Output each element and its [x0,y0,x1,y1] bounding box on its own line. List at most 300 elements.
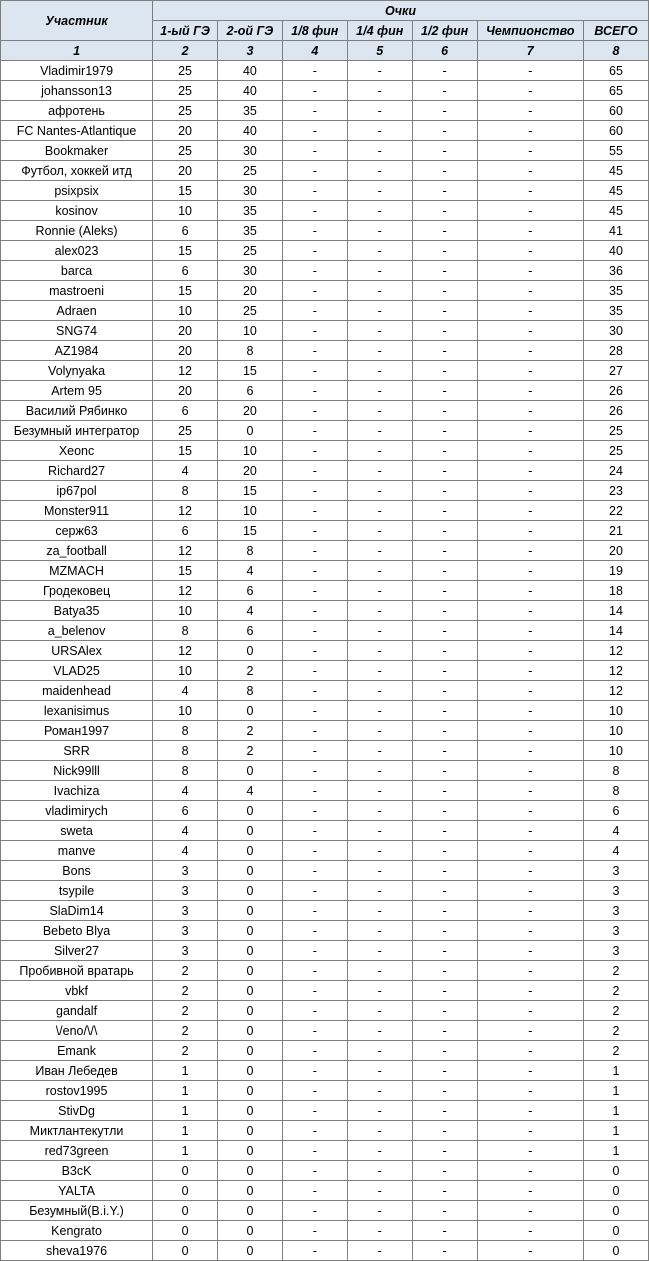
champion-points: - [477,581,583,601]
points-header: Очки [153,1,649,21]
stage2-points: 0 [217,761,282,781]
round16-points: - [282,261,347,281]
quarter-points: - [347,361,412,381]
champion-points: - [477,861,583,881]
quarter-points: - [347,901,412,921]
champion-points: - [477,441,583,461]
champion-points: - [477,681,583,701]
semi-points: - [412,1121,477,1141]
round16-points: - [282,401,347,421]
stage1-points: 15 [153,441,218,461]
champion-points: - [477,641,583,661]
semi-points: - [412,1001,477,1021]
champion-points: - [477,941,583,961]
table-row [1,861,649,881]
round16-points: - [282,1141,347,1161]
total-points: 2 [584,981,649,1001]
round16-points: - [282,1121,347,1141]
champion-points: - [477,1181,583,1201]
participant-name: Гродековец [1,581,153,601]
semi-points: - [412,761,477,781]
semi-points: - [412,201,477,221]
semi-points: - [412,1101,477,1121]
stage1-points: 4 [153,681,218,701]
table-row [1,1181,649,1201]
round16-points: - [282,381,347,401]
champion-points: - [477,1001,583,1021]
quarter-points: - [347,661,412,681]
semi-points: - [412,101,477,121]
quarter-points: - [347,261,412,281]
semi-points: - [412,541,477,561]
participant-name: mastroeni [1,281,153,301]
quarter-points: - [347,741,412,761]
participant-name: lexanisimus [1,701,153,721]
quarter-points: - [347,1021,412,1041]
quarter-points: - [347,981,412,1001]
stage2-points: 0 [217,1141,282,1161]
round16-points: - [282,1001,347,1021]
stage1-points: 0 [153,1221,218,1241]
table-row [1,1221,649,1241]
stage1-points: 6 [153,401,218,421]
stage1-points: 8 [153,741,218,761]
stage2-points: 0 [217,1041,282,1061]
stage2-points: 0 [217,1061,282,1081]
stage1-points: 3 [153,901,218,921]
participant-name: Adraen [1,301,153,321]
stage1-points: 1 [153,1141,218,1161]
stage1-points: 0 [153,1161,218,1181]
table-row [1,681,649,701]
table-row [1,561,649,581]
champion-points: - [477,501,583,521]
stage1-points: 3 [153,921,218,941]
total-points: 1 [584,1141,649,1161]
participant-name: Richard27 [1,461,153,481]
round16-points: - [282,681,347,701]
semi-points: - [412,121,477,141]
stage2-points: 0 [217,1081,282,1101]
stage2-points: 0 [217,861,282,881]
round16-points: - [282,821,347,841]
participant-name: Bebeto Blya [1,921,153,941]
round16-points: - [282,341,347,361]
participant-name: Футбол, хоккей итд [1,161,153,181]
stage1-points: 1 [153,1121,218,1141]
total-points: 6 [584,801,649,821]
stage1-points: 6 [153,521,218,541]
quarter-points: - [347,141,412,161]
champion-points: - [477,161,583,181]
total-points: 40 [584,241,649,261]
semi-points: - [412,281,477,301]
participant-name: sweta [1,821,153,841]
round16-points: - [282,521,347,541]
stage1-points: 10 [153,301,218,321]
champion-points: - [477,841,583,861]
participant-name: Безумный(B.i.Y.) [1,1201,153,1221]
col-number: 3 [217,41,282,61]
champion-points: - [477,801,583,821]
total-points: 1 [584,1081,649,1101]
stage2-points: 0 [217,1181,282,1201]
col-header-semi: 1/2 фин [412,21,477,41]
table-row [1,1001,649,1021]
participant-name: Миктлантекутли [1,1121,153,1141]
table-row [1,141,649,161]
quarter-points: - [347,461,412,481]
semi-points: - [412,1201,477,1221]
total-points: 10 [584,701,649,721]
champion-points: - [477,921,583,941]
table-row [1,81,649,101]
quarter-points: - [347,341,412,361]
total-points: 65 [584,81,649,101]
champion-points: - [477,1041,583,1061]
stage2-points: 0 [217,1241,282,1261]
table-row [1,521,649,541]
round16-points: - [282,361,347,381]
quarter-points: - [347,941,412,961]
semi-points: - [412,801,477,821]
participant-name: ip67pol [1,481,153,501]
participant-name: vbkf [1,981,153,1001]
stage1-points: 20 [153,321,218,341]
quarter-points: - [347,281,412,301]
stage2-points: 40 [217,61,282,81]
participant-name: Monster911 [1,501,153,521]
quarter-points: - [347,161,412,181]
participant-header: Участник [1,1,153,41]
total-points: 28 [584,341,649,361]
quarter-points: - [347,1181,412,1201]
stage2-points: 30 [217,141,282,161]
stage2-points: 0 [217,1021,282,1041]
round16-points: - [282,1181,347,1201]
total-points: 3 [584,881,649,901]
semi-points: - [412,321,477,341]
stage1-points: 3 [153,941,218,961]
semi-points: - [412,381,477,401]
quarter-points: - [347,521,412,541]
stage1-points: 10 [153,201,218,221]
stage2-points: 6 [217,621,282,641]
table-row [1,661,649,681]
stage1-points: 20 [153,161,218,181]
stage1-points: 25 [153,421,218,441]
round16-points: - [282,1241,347,1261]
stage1-points: 25 [153,141,218,161]
stage2-points: 6 [217,381,282,401]
total-points: 3 [584,921,649,941]
champion-points: - [477,741,583,761]
participant-name: SNG74 [1,321,153,341]
table-row [1,401,649,421]
col-number: 1 [1,41,153,61]
stage2-points: 30 [217,181,282,201]
stage1-points: 1 [153,1101,218,1121]
participant-name: johansson13 [1,81,153,101]
stage1-points: 1 [153,1061,218,1081]
stage2-points: 0 [217,841,282,861]
table-row [1,201,649,221]
round16-points: - [282,701,347,721]
champion-points: - [477,361,583,381]
total-points: 1 [584,1121,649,1141]
stage2-points: 0 [217,641,282,661]
semi-points: - [412,521,477,541]
stage2-points: 35 [217,101,282,121]
stage1-points: 15 [153,241,218,261]
participant-name: barca [1,261,153,281]
total-points: 19 [584,561,649,581]
col-number: 5 [347,41,412,61]
stage2-points: 10 [217,441,282,461]
stage2-points: 10 [217,321,282,341]
total-points: 12 [584,641,649,661]
semi-points: - [412,301,477,321]
semi-points: - [412,1161,477,1181]
table-row [1,121,649,141]
table-row [1,1101,649,1121]
stage1-points: 12 [153,641,218,661]
total-points: 60 [584,121,649,141]
champion-points: - [477,541,583,561]
total-points: 36 [584,261,649,281]
champion-points: - [477,1241,583,1261]
participant-name: Иван Лебедев [1,1061,153,1081]
round16-points: - [282,1021,347,1041]
total-points: 10 [584,721,649,741]
stage1-points: 2 [153,981,218,1001]
table-row [1,261,649,281]
semi-points: - [412,641,477,661]
round16-points: - [282,141,347,161]
semi-points: - [412,61,477,81]
semi-points: - [412,921,477,941]
stage2-points: 0 [217,921,282,941]
stage1-points: 4 [153,781,218,801]
quarter-points: - [347,801,412,821]
total-points: 25 [584,421,649,441]
participant-name: SRR [1,741,153,761]
table-row [1,581,649,601]
participant-name: серж63 [1,521,153,541]
table-row [1,481,649,501]
stage1-points: 1 [153,1081,218,1101]
total-points: 3 [584,941,649,961]
stage2-points: 4 [217,561,282,581]
stage2-points: 0 [217,1161,282,1181]
champion-points: - [477,1201,583,1221]
stage1-points: 2 [153,961,218,981]
semi-points: - [412,941,477,961]
round16-points: - [282,221,347,241]
total-points: 45 [584,201,649,221]
stage1-points: 2 [153,1041,218,1061]
champion-points: - [477,601,583,621]
round16-points: - [282,181,347,201]
participant-name: B3cK [1,1161,153,1181]
table-row [1,501,649,521]
stage1-points: 0 [153,1201,218,1221]
round16-points: - [282,561,347,581]
round16-points: - [282,301,347,321]
round16-points: - [282,961,347,981]
quarter-points: - [347,761,412,781]
participant-name: Batya35 [1,601,153,621]
semi-points: - [412,1061,477,1081]
stage2-points: 25 [217,301,282,321]
table-row [1,441,649,461]
total-points: 27 [584,361,649,381]
semi-points: - [412,1141,477,1161]
total-points: 14 [584,601,649,621]
stage1-points: 20 [153,341,218,361]
total-points: 18 [584,581,649,601]
table-row [1,1121,649,1141]
quarter-points: - [347,501,412,521]
stage1-points: 3 [153,881,218,901]
col-header-champion: Чемпионство [477,21,583,41]
quarter-points: - [347,421,412,441]
participant-name: Artem 95 [1,381,153,401]
table-row [1,541,649,561]
champion-points: - [477,961,583,981]
table-row [1,241,649,261]
round16-points: - [282,1041,347,1061]
round16-points: - [282,441,347,461]
semi-points: - [412,461,477,481]
stage2-points: 25 [217,241,282,261]
total-points: 35 [584,281,649,301]
stage1-points: 4 [153,841,218,861]
total-points: 0 [584,1221,649,1241]
round16-points: - [282,841,347,861]
stage2-points: 0 [217,961,282,981]
table-row [1,1141,649,1161]
round16-points: - [282,921,347,941]
semi-points: - [412,401,477,421]
stage1-points: 12 [153,541,218,561]
col-number: 6 [412,41,477,61]
participant-name: a_belenov [1,621,153,641]
participant-name: Безумный интегратор [1,421,153,441]
semi-points: - [412,901,477,921]
quarter-points: - [347,581,412,601]
semi-points: - [412,501,477,521]
quarter-points: - [347,481,412,501]
stage1-points: 12 [153,361,218,381]
table-row [1,61,649,81]
total-points: 3 [584,861,649,881]
stage2-points: 0 [217,1121,282,1141]
total-points: 20 [584,541,649,561]
quarter-points: - [347,1221,412,1241]
total-points: 2 [584,1021,649,1041]
col-number: 2 [153,41,218,61]
stage1-points: 2 [153,1021,218,1041]
col-number: 8 [584,41,649,61]
champion-points: - [477,101,583,121]
standings-body [1,61,649,1261]
round16-points: - [282,61,347,81]
table-row [1,1241,649,1261]
quarter-points: - [347,561,412,581]
participant-name: Silver27 [1,941,153,961]
stage2-points: 0 [217,1001,282,1021]
participant-name: Bons [1,861,153,881]
champion-points: - [477,561,583,581]
participant-name: za_football [1,541,153,561]
stage2-points: 0 [217,1221,282,1241]
champion-points: - [477,521,583,541]
total-points: 55 [584,141,649,161]
quarter-points: - [347,1161,412,1181]
quarter-points: - [347,881,412,901]
semi-points: - [412,781,477,801]
round16-points: - [282,761,347,781]
participant-name: gandalf [1,1001,153,1021]
quarter-points: - [347,1081,412,1101]
quarter-points: - [347,221,412,241]
quarter-points: - [347,541,412,561]
stage2-points: 20 [217,461,282,481]
stage1-points: 4 [153,461,218,481]
total-points: 35 [584,301,649,321]
round16-points: - [282,541,347,561]
champion-points: - [477,1141,583,1161]
round16-points: - [282,721,347,741]
stage2-points: 40 [217,81,282,101]
table-row [1,981,649,1001]
total-points: 41 [584,221,649,241]
participant-name: Nick99lll [1,761,153,781]
quarter-points: - [347,681,412,701]
champion-points: - [477,1101,583,1121]
round16-points: - [282,281,347,301]
table-row [1,741,649,761]
champion-points: - [477,301,583,321]
total-points: 8 [584,761,649,781]
stage1-points: 8 [153,481,218,501]
round16-points: - [282,421,347,441]
semi-points: - [412,681,477,701]
stage2-points: 0 [217,701,282,721]
semi-points: - [412,741,477,761]
quarter-points: - [347,721,412,741]
stage2-points: 0 [217,821,282,841]
semi-points: - [412,841,477,861]
quarter-points: - [347,641,412,661]
stage1-points: 0 [153,1241,218,1261]
participant-name: VLAD25 [1,661,153,681]
quarter-points: - [347,241,412,261]
quarter-points: - [347,601,412,621]
round16-points: - [282,861,347,881]
participant-name: \/eno/\/\ [1,1021,153,1041]
table-row [1,621,649,641]
quarter-points: - [347,301,412,321]
participant-name: афротень [1,101,153,121]
stage2-points: 0 [217,901,282,921]
champion-points: - [477,421,583,441]
quarter-points: - [347,121,412,141]
stage2-points: 0 [217,981,282,1001]
stage2-points: 2 [217,661,282,681]
stage2-points: 2 [217,741,282,761]
